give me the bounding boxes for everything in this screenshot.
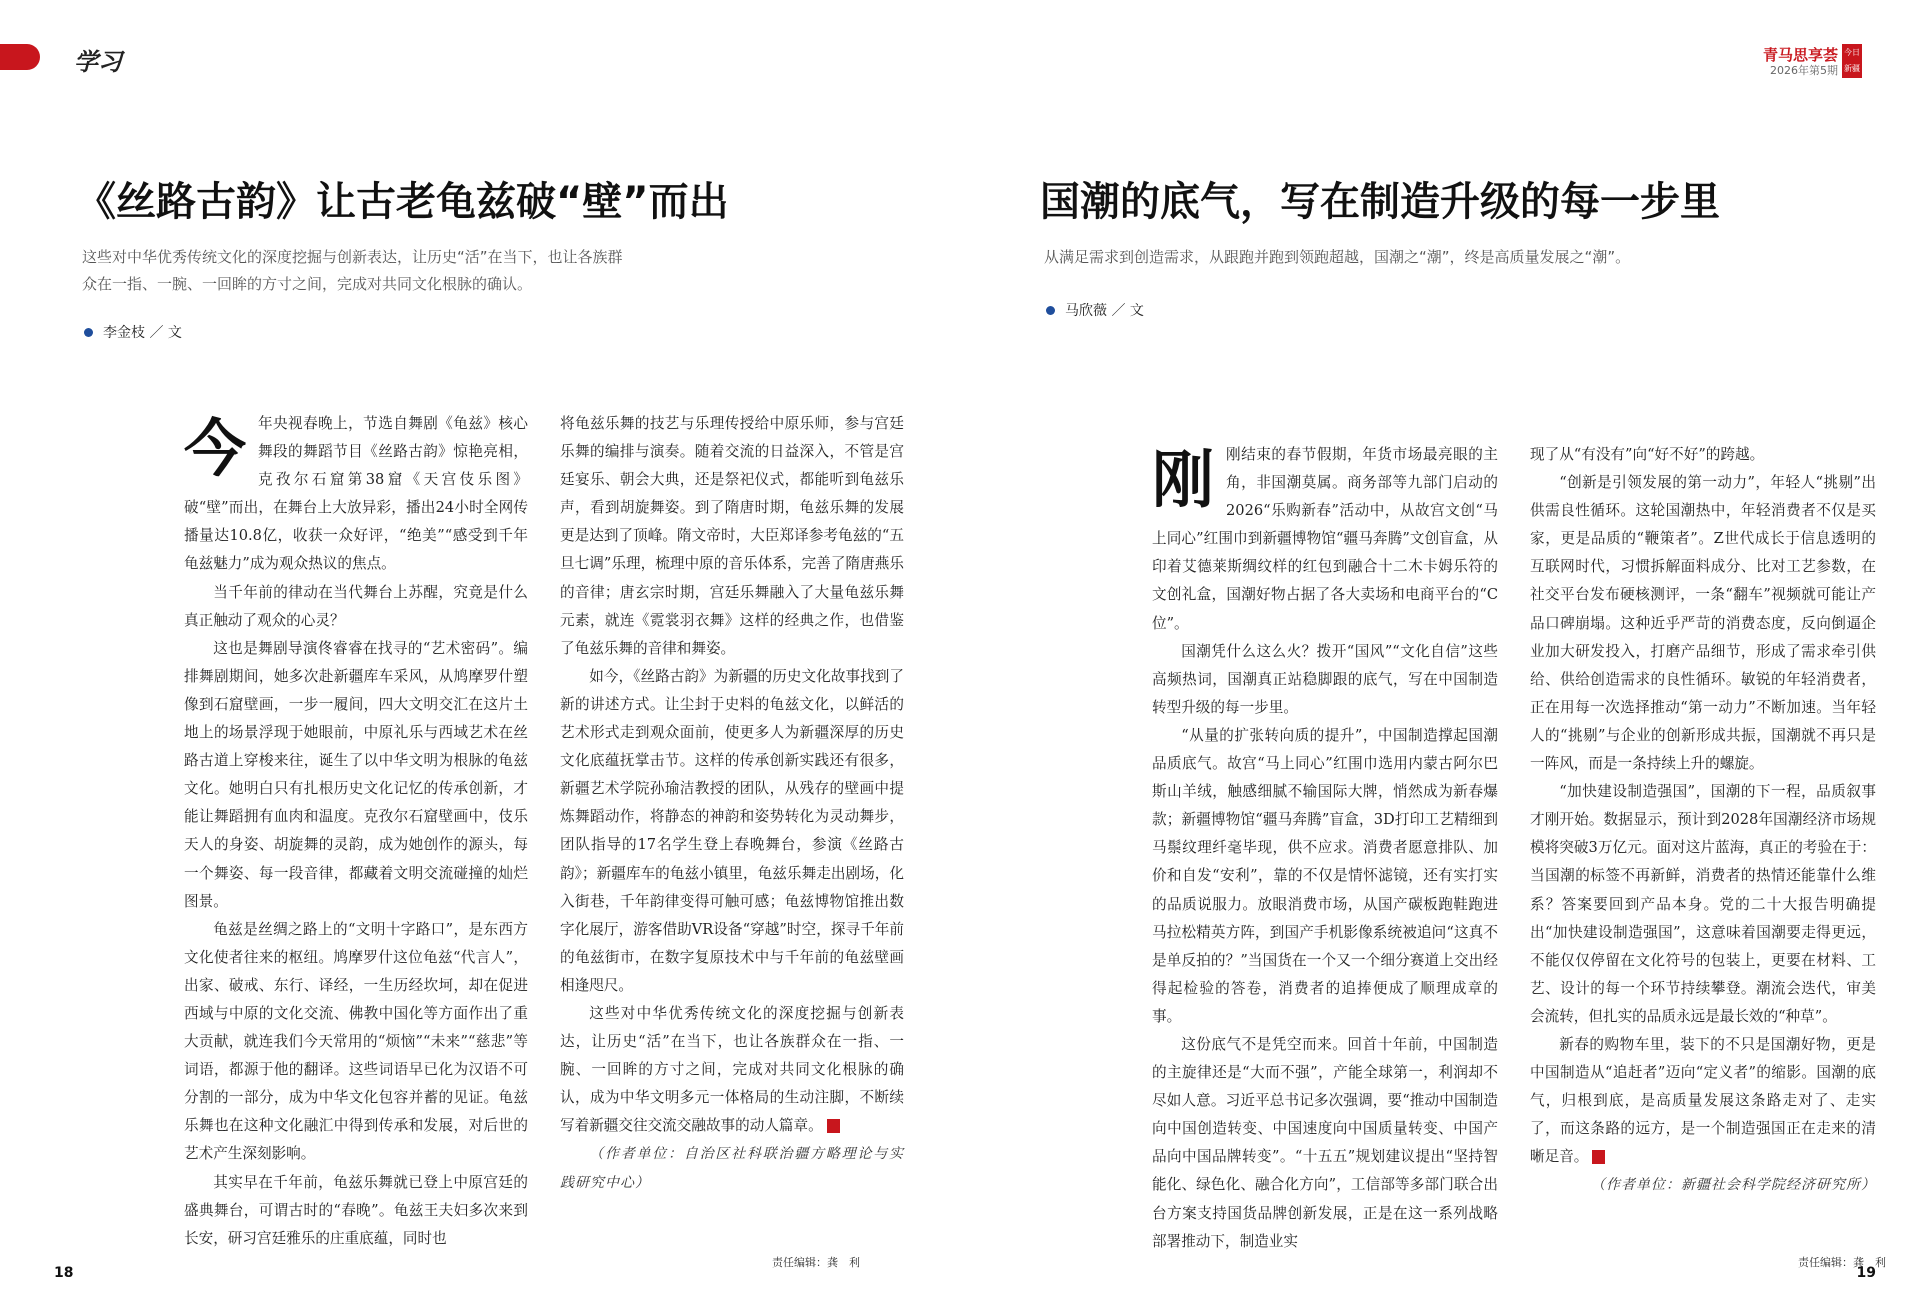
right-article-title: 国潮的底气，写在制造升级的每一步里	[1040, 179, 1720, 225]
byline-dot-icon	[1046, 306, 1055, 315]
paragraph: “创新是引领发展的第一动力”，年轻人“挑剔”出供需良性循环。这轮国潮热中，年轻消费者不仅是买家，更是品质的“鞭策者”。Z世代成长于信息透明的互联网时代，习惯拆解面料成分、比对工艺参数，在社交平台发布硬核测评，一条“翻车”视频就可能让产品口碑崩塌。这种近乎严苛的消费态度，反向倒逼企业加大研发投入，打磨产品细节，形成了需求牵引供给、供给创造需求的良性循环。敏锐的年轻消费者，正在用每一次选择推动“第一动力”不断加速。当年轻人的“挑剔”与企业的创新形成共振，国潮就不再只是一阵风，而是一条持续上升的螺旋。	[1530, 474, 1876, 773]
paragraph	[560, 1000, 904, 1140]
affiliation	[1530, 1171, 1876, 1199]
paragraph: 当千年前的律动在当代舞台上苏醒，究竟是什么真正触动了观众的心灵？	[184, 583, 528, 629]
left-subtitle-line2: 众在一指、一腕、一回眸的方寸之间，完成对共同文化根脉的确认。	[82, 275, 533, 293]
page-number-left: 18	[54, 1265, 74, 1281]
paragraph: 将龟兹乐舞的技艺与乐理传授给中原乐师，参与宫廷乐舞的编排与演奏。随着交流的日益深入，不管是宫廷宴乐、朝会大典，还是祭祀仪式，都能听到龟兹乐声，看到胡旋舞姿。到了隋唐时期，龟兹乐舞的发展更是达到了顶峰。隋文帝时，大臣郑译参考龟兹的“五旦七调”乐理，梳理中原的音乐体系，完善了隋唐燕乐的音律；唐玄宗时期，宫廷乐舞融入了大量龟兹乐舞元素，就连《霓裳羽衣舞》这样的经典之作，也借鉴了龟兹乐舞的音律和舞姿。	[560, 415, 904, 657]
paragraph: 国潮凭什么这么火？拨开“国风”“文化自信”这些高频热词，国潮真正站稳脚跟的底气，写在中国制造转型升级的每一步里。	[1152, 642, 1498, 716]
paragraph: 现了从“有没有”向“好不好”的跨越。	[1530, 446, 1765, 463]
end-mark-icon	[827, 1119, 840, 1133]
section-tab-marker	[0, 44, 40, 70]
byline-dot-icon	[84, 328, 93, 337]
paragraph: 其实早在千年前，龟兹乐舞就已登上中原宫廷的盛典舞台，可谓古时的“春晚”。龟兹王夫妇多次来到长安，研习宫廷雅乐的庄重底蕴，同时也	[184, 1173, 528, 1247]
paragraph: 这份底气不是凭空而来。回首十年前，中国制造的主旋律还是“大而不强”，产能全球第一，利润却不尽如人意。习近平总书记多次强调，要“推动中国制造向中国创造转变、中国速度向中国质量转变、中国产品向中国品牌转变”。“十五五”规划建议提出“坚持智能化、绿色化、融合化方向”，工信部等多部门联合出台方案支持国货品牌创新发展，正是在这一系列战略部署推动下，制造业实	[1152, 1035, 1498, 1250]
paragraph: 这也是舞剧导演佟睿睿在找寻的“艺术密码”。编排舞剧期间，她多次赴新疆库车采风，从鸠摩罗什塑像到石窟壁画，一步一履间，四大文明交汇在这片土地上的场景浮现于她眼前，中原礼乐与西域艺术在丝路古道上穿梭来往，诞生了以中华文明为根脉的龟兹文化。她明白只有扎根历史文化记忆的传承创新，才能让舞蹈拥有血肉和温度。克孜尔石窟壁画中，伎乐天人的身姿、胡旋舞的灵韵，成为她创作的源头，每一个舞姿、每一段音律，都藏着文明交流碰撞的灿烂图景。	[184, 639, 528, 910]
paragraph: 龟兹是丝绸之路上的“文明十字路口”，是东西方文化使者往来的枢纽。鸠摩罗什这位龟兹“代言人”，出家、破戒、东行、译经，一生历经坎坷，却在促进西域与中原的文化交流、佛教中国化等方面作出了重大贡献，就连我们今天常用的“烦恼”“未来”“慈悲”等词语，都源于他的翻译。这些词语早已化为汉语不可分割的一部分，成为中华文化包容并蓄的见证。龟兹乐舞也在这种文化融汇中得到传承和发展，对后世的艺术产生深刻影响。	[184, 920, 528, 1163]
paragraph: 年央视春晚上，节选自舞剧《龟兹》核心舞段的舞蹈节目《丝路古韵》惊艳亮相，克孜尔石窟第38窟《天宫伎乐图》破“壁”而出，在舞台上大放异彩，播出24小时全网传播量达10.8亿，收获一众好评，“绝美”“感受到千年龟兹魅力”成为观众热议的焦点。	[184, 415, 528, 573]
left-editor: 责任编辑：龚 利	[772, 1256, 860, 1269]
right-dropcap: 刚	[1152, 443, 1215, 516]
paragraph: 刚结束的春节假期，年货市场最亮眼的主角，非国潮莫属。商务部等九部门启动的2026“乐购新春”活动中，从故宫文创“马上同心”红围巾到新疆博物馆“疆马奔腾”文创盲盒，从印着艾德莱斯绸纹样的红包到融合十二木卡姆乐符的文创礼盒，国潮好物占据了各大卖场和电商平台的“C位”。	[1152, 446, 1498, 632]
end-mark-icon	[1592, 1150, 1605, 1164]
paragraph-text: 这些对中华优秀传统文化的深度挖掘与创新表达，让历史“活”在当下，也让各族群众在一指、一腕、一回眸的方寸之间，完成对共同文化根脉的确认，成为中华文明多元一体格局的生动注脚，不断续写着新疆交往交流交融故事的动人篇章。	[560, 1004, 904, 1135]
paragraph: 如今，《丝路古韵》为新疆的历史文化故事找到了新的讲述方式。让尘封于史料的龟兹文化，以鲜活的艺术形式走到观众面前，使更多人为新疆深厚的历史文化底蕴抚掌击节。这样的传承创新实践还有很多，新疆艺术学院孙瑜洁教授的团队，从残存的壁画中提炼舞蹈动作，将静态的神韵和姿势转化为灵动舞步，团队指导的17名学生登上春晚舞台，参演《丝路古韵》；新疆库车的龟兹小镇里，龟兹乐舞走出剧场，化入街巷，千年韵律变得可触可感；龟兹博物馆推出数字化展厅，游客借助VR设备“穿越”时空，探寻千年前的龟兹街市，在数字复原技术中与千年前的龟兹壁画相逢咫尺。	[560, 667, 904, 994]
right-author: 马欣薇 ／ 文	[1065, 303, 1144, 319]
magazine-title: 青马思享荟	[1762, 46, 1838, 64]
magazine-logo: 今日新疆	[1842, 44, 1862, 78]
left-subtitle-line1: 这些对中华优秀传统文化的深度挖掘与创新表达，让历史“活”在当下，也让各族群	[82, 248, 623, 266]
left-column-1	[184, 410, 528, 1253]
right-column-2	[1530, 441, 1876, 1200]
left-article-subtitle	[82, 244, 702, 298]
left-affiliation: （作者单位：自治区社科联治疆方略理论与实践研究中心）	[560, 1146, 904, 1191]
paragraph: “加快建设制造强国”，国潮的下一程，品质叙事才刚开始。数据显示，预计到2028年国潮经济市场规模将突破3万亿元。面对这片蓝海，真正的考验在于：当国潮的标签不再新鲜，消费者的热情还能靠什么维系？答案要回到产品本身。党的二十大报告明确提出“加快建设制造强国”，这意味着国潮要走得更远，不能仅仅停留在文化符号的包装上，更要在材料、工艺、设计的每一个环节持续攀登。潮流会迭代，审美会流转，但扎实的品质永远是最长效的“种草”。	[1530, 783, 1876, 1025]
left-column-2	[560, 410, 904, 1197]
left-dropcap: 今	[184, 412, 247, 485]
right-affiliation: （作者单位：新疆社会科学院经济研究所）	[1591, 1177, 1876, 1194]
left-author: 李金枝 ／ 文	[103, 325, 182, 341]
paragraph: “从量的扩张转向质的提升”，中国制造撑起国潮品质底气。故宫“马上同心”红围巾选用内蒙古阿尔巴斯山羊绒，触感细腻不输国际大牌，悄然成为新春爆款；新疆博物馆“疆马奔腾”盲盒，3D打印工艺精细到马鬃纹理纤毫毕现，供不应求。消费者愿意排队、加价和自发“安利”，靠的不仅是情怀滤镜，还有实打实的品质说服力。放眼消费市场，从国产碳板跑鞋跑进马拉松精英方阵，到国产手机影像系统被追问“这真不是单反拍的？”当国货在一个又一个细分赛道上交出经得起检验的答卷，消费者的追捧便成了顺理成章的事。	[1152, 726, 1498, 1025]
left-byline	[84, 322, 182, 342]
section-label: 学习	[74, 48, 122, 76]
left-article-title: 《丝路古韵》让古老龟兹破“壁”而出	[76, 179, 729, 225]
magazine-issue: 2026年第5期	[1770, 64, 1838, 77]
right-article-subtitle: 从满足需求到创造需求，从跟跑并跑到领跑超越，国潮之“潮”，终是高质量发展之“潮”。	[1044, 248, 1631, 266]
page-number-right: 19	[1856, 1265, 1876, 1281]
right-editor: 责任编辑：龚 利	[1798, 1256, 1886, 1269]
right-byline	[1046, 300, 1144, 320]
affiliation	[560, 1140, 904, 1196]
right-column-1	[1152, 441, 1498, 1256]
paragraph-text: 新春的购物车里，装下的不只是国潮好物，更是中国制造从“追赶者”迈向“定义者”的缩影。国潮的底气，归根到底，是高质量发展这条路走对了、走实了，而这条路的远方，是一个制造强国正在走来的清晰足音。	[1530, 1035, 1876, 1166]
paragraph	[1530, 1031, 1876, 1171]
